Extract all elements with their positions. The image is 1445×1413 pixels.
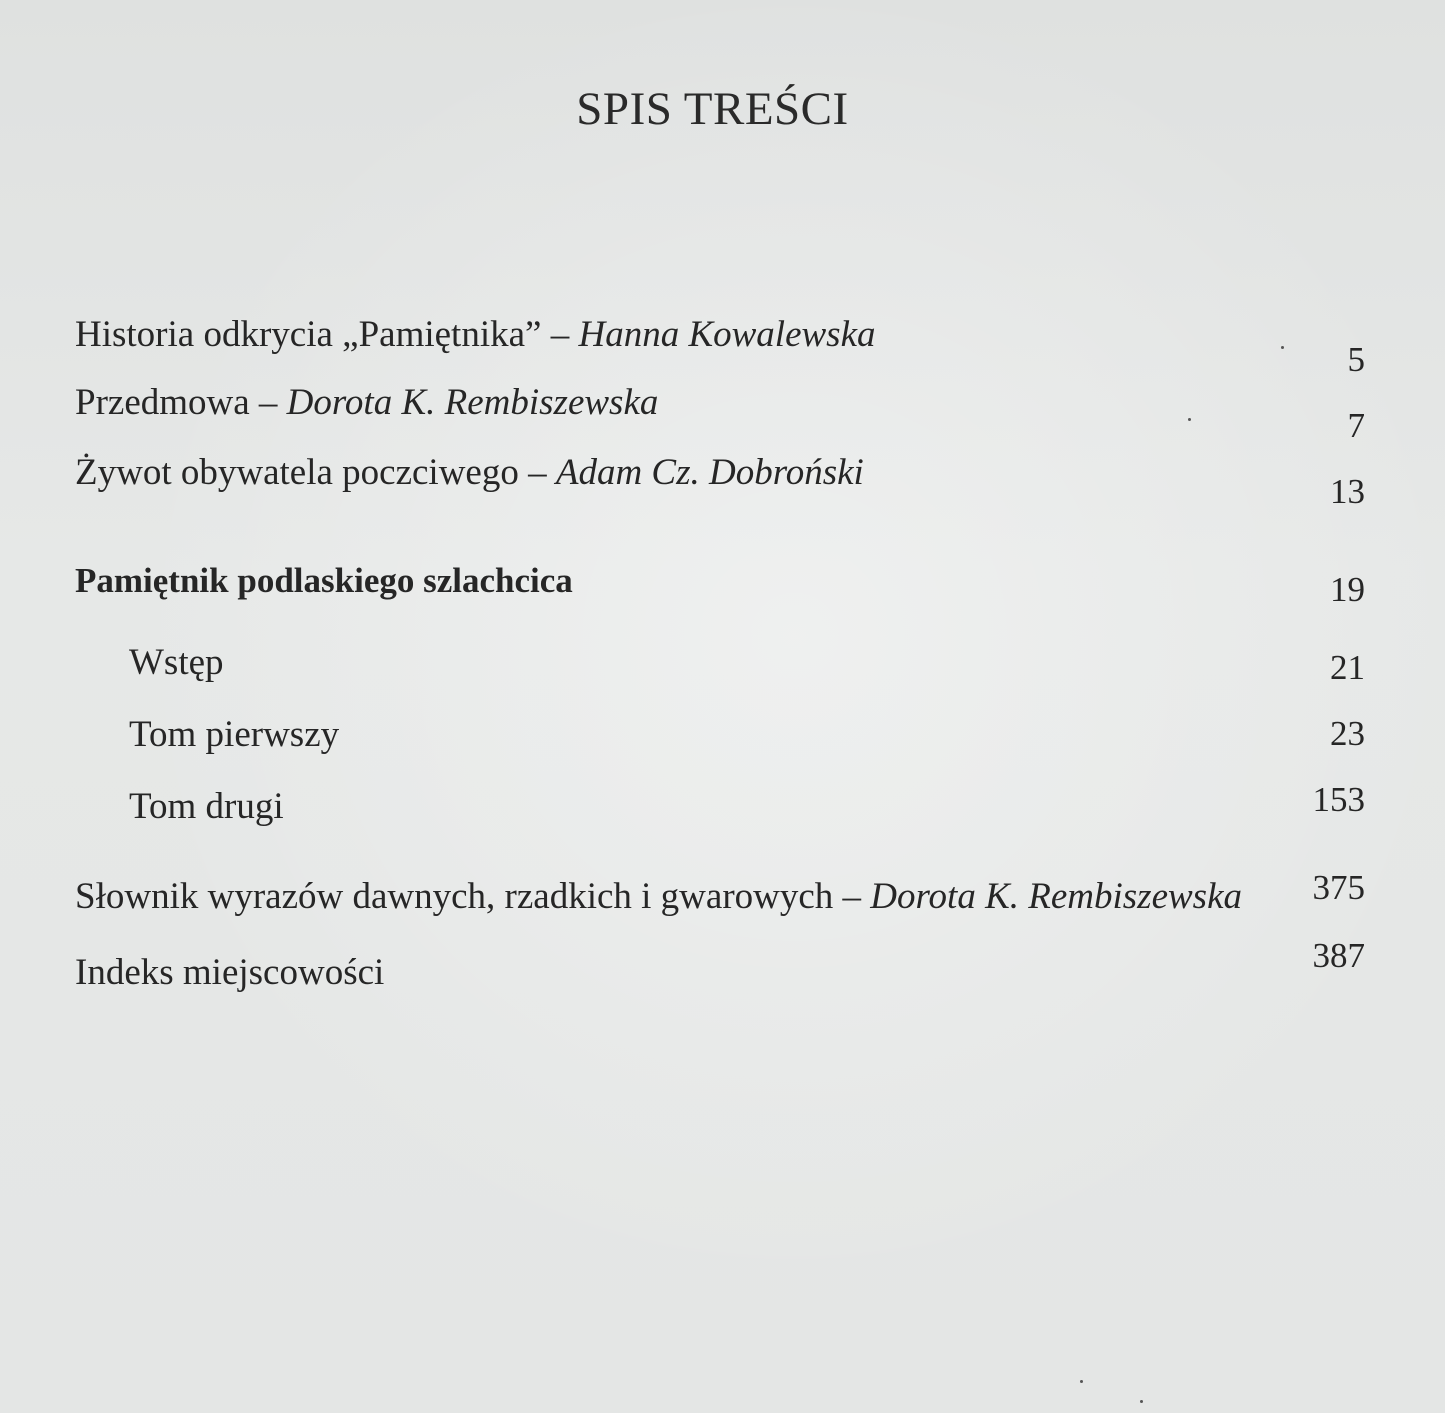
toc-entry-pamietnik (75, 558, 573, 604)
toc-entry-title: Żywot obywatela poczciwego – (75, 452, 556, 493)
toc-entry-author: Dorota K. Rembiszewska (286, 382, 659, 423)
toc-entry-title: Wstęp (129, 642, 224, 683)
toc-entry-przedmowa (75, 380, 658, 426)
toc-page-number: 153 (1312, 780, 1365, 819)
toc-entry-title: Słownik wyrazów dawnych, rzadkich i gwarowych – (75, 876, 871, 917)
toc-entry-title: Historia odkrycia „Pamiętnika” – (75, 314, 579, 355)
paper-speck (1140, 1400, 1143, 1403)
toc-page-number: 19 (1330, 570, 1365, 609)
toc-entry-title: Tom drugi (129, 786, 284, 827)
toc-page-number: 5 (1347, 340, 1365, 379)
toc-page-number: 13 (1330, 472, 1365, 511)
toc-entry-title: Przedmowa – (75, 382, 287, 423)
toc-entry-zywot (75, 450, 864, 496)
toc-entry-author: Adam Cz. Dobroński (555, 452, 864, 493)
toc-page-number: 23 (1330, 714, 1365, 753)
toc-entry-title: Indeks miejscowości (75, 952, 385, 993)
toc-page-number: 375 (1312, 868, 1365, 907)
toc-entry-author: Hanna Kowalewska (578, 314, 876, 355)
page-title: SPIS TREŚCI (576, 83, 849, 135)
paper-speck (1080, 1380, 1083, 1383)
toc-entry-indeks (75, 950, 384, 996)
toc-entry-wstep (129, 640, 224, 686)
toc-entry-tom-drugi (129, 784, 284, 830)
toc-page-number: 387 (1312, 936, 1365, 975)
paper-speck (1281, 346, 1284, 349)
toc-entry-author: Dorota K. Rembiszewska (870, 876, 1242, 917)
toc-entry-slownik (75, 874, 1242, 920)
toc-entry-title: Pamiętnik podlaskiego szlachcica (75, 561, 573, 600)
toc-page-number: 21 (1330, 648, 1365, 687)
toc-entry-tom-pierwszy (129, 712, 339, 758)
toc-page-number: 7 (1347, 406, 1365, 445)
paper-speck (1188, 418, 1191, 421)
toc-entry-historia (75, 312, 876, 358)
toc-entry-title: Tom pierwszy (129, 714, 340, 755)
